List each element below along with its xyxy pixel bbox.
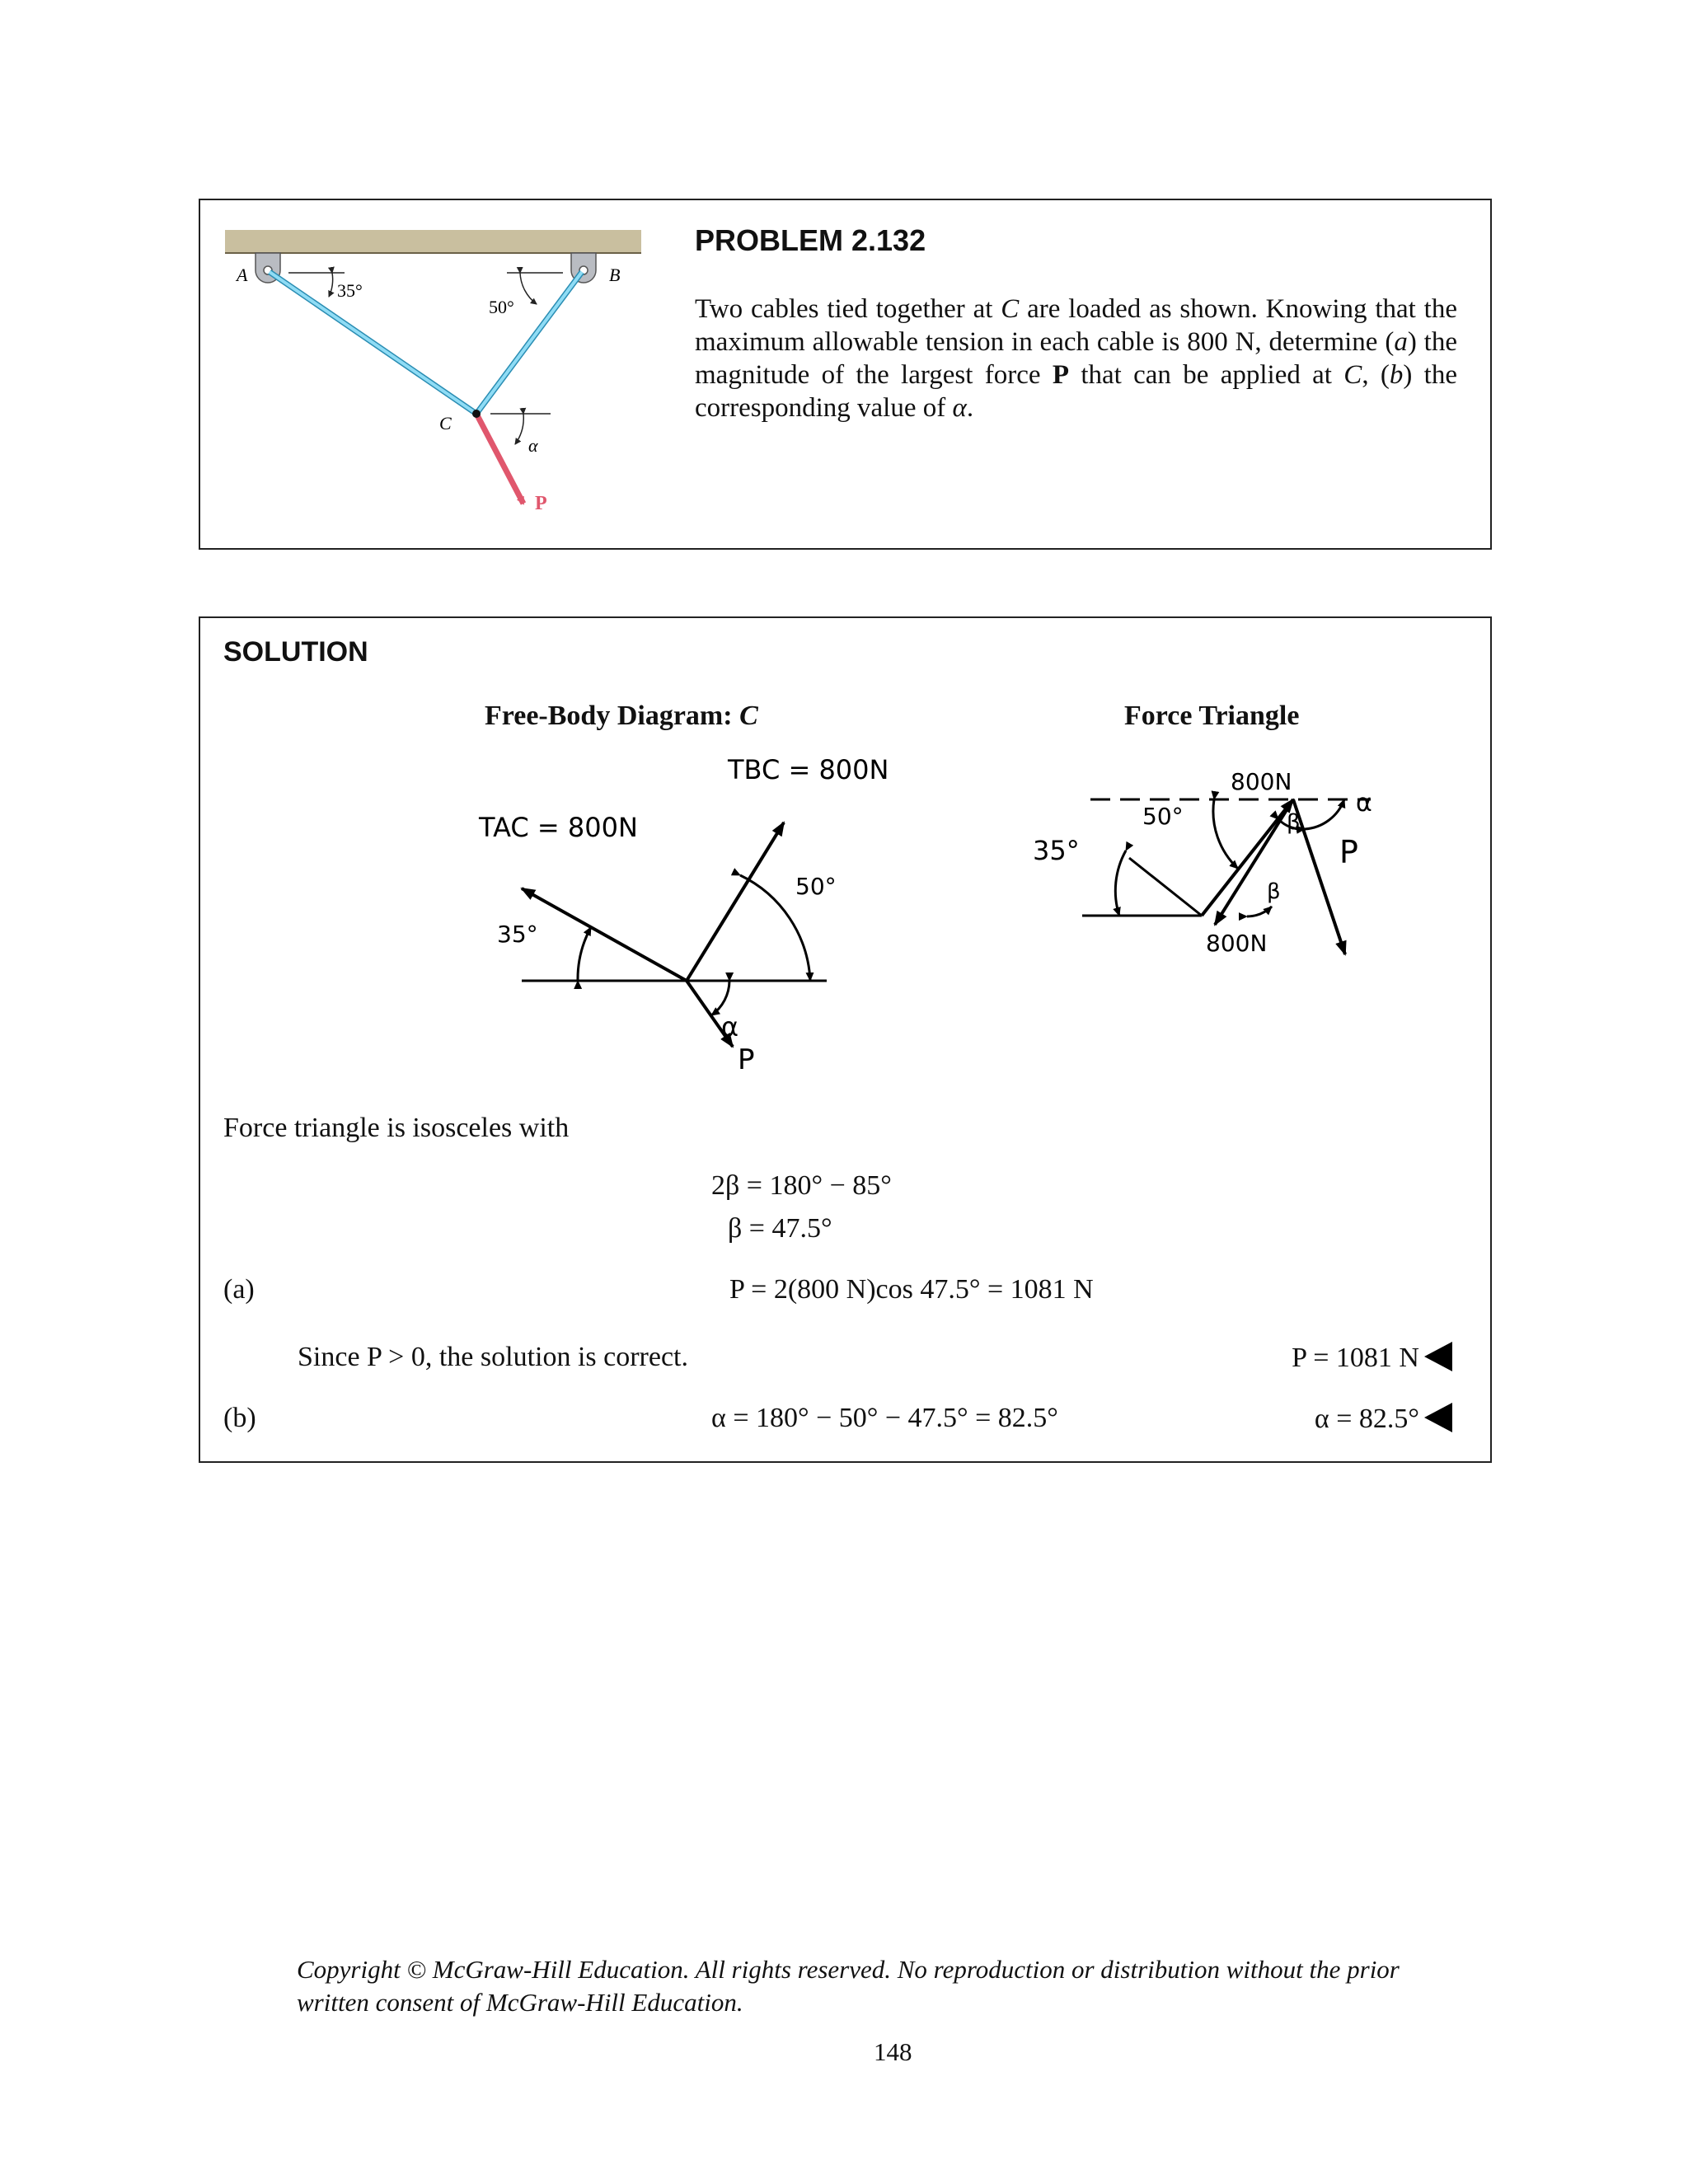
fbd-alpha: α bbox=[721, 1011, 739, 1043]
triangle-alpha: α bbox=[1356, 789, 1372, 818]
label-b: B bbox=[609, 265, 621, 285]
ceiling bbox=[225, 230, 641, 253]
equation-p: P = 2(800 N)cos 47.5° = 1081 N bbox=[729, 1274, 1094, 1305]
fbd-angle-50: 50° bbox=[795, 873, 837, 900]
triangle-angle-35: 35° bbox=[1033, 835, 1080, 866]
triangle-top-force: 800N bbox=[1231, 768, 1292, 795]
point-c bbox=[472, 410, 481, 418]
problem-figure bbox=[200, 200, 645, 530]
triangle-angle-50: 50° bbox=[1142, 803, 1184, 830]
angle-35-label: 35° bbox=[337, 280, 363, 301]
triangle-beta-bottom: β bbox=[1267, 879, 1281, 904]
answer-p: P = 1081 N bbox=[1292, 1342, 1452, 1374]
copyright-notice: Copyright © McGraw-Hill Education. All rights reserved. No reproduction or distribution without the prior written consent of McGraw-Hill Education. bbox=[297, 1955, 1400, 2017]
equation-beta-2: β = 47.5° bbox=[728, 1213, 832, 1244]
angle-50-label: 50° bbox=[489, 297, 514, 317]
triangle-beta-top: β bbox=[1287, 810, 1301, 835]
equation-alpha: α = 180° − 50° − 47.5° = 82.5° bbox=[711, 1403, 1058, 1433]
triangle-bottom-side bbox=[1215, 799, 1293, 925]
part-b-label: (b) bbox=[223, 1403, 256, 1433]
label-c: C bbox=[439, 413, 452, 434]
force-triangle-caption: Force Triangle bbox=[1124, 701, 1300, 731]
force-p-arrow bbox=[476, 414, 523, 504]
triangle-p-side bbox=[1293, 799, 1345, 954]
t-ac-label: TAC = 800N bbox=[479, 812, 638, 843]
fbd-caption: Free-Body Diagram: C bbox=[485, 701, 758, 731]
answer-alpha: α = 82.5° bbox=[1315, 1403, 1452, 1435]
force-p-label: P bbox=[535, 493, 547, 514]
answer-marker-icon bbox=[1424, 1403, 1452, 1432]
problem-statement: Two cables tied together at C are loaded as shown. Knowing that the maximum allowable tension in each cable is 800 N, determine (a) the magnitude of the largest force P that can be applied at C, (b) the corresponding value of α. bbox=[695, 294, 1457, 423]
fbd-p: P bbox=[738, 1043, 755, 1076]
t-bc-label: TBC = 800N bbox=[728, 754, 889, 785]
problem-title: PROBLEM 2.132 bbox=[695, 223, 926, 257]
answer-marker-icon bbox=[1424, 1342, 1452, 1371]
fbd-angle-35: 35° bbox=[497, 921, 538, 948]
solution-title: SOLUTION bbox=[223, 636, 368, 668]
force-triangle-diagram bbox=[1025, 750, 1486, 1014]
free-body-diagram bbox=[365, 750, 893, 1080]
triangle-p: P bbox=[1339, 834, 1358, 870]
part-a-label: (a) bbox=[223, 1274, 255, 1305]
problem-box bbox=[199, 199, 1492, 550]
isosceles-text: Force triangle is isosceles with bbox=[223, 1113, 570, 1143]
t-bc-vector bbox=[687, 823, 784, 981]
triangle-ac-side bbox=[1129, 858, 1202, 916]
page-number: 148 bbox=[874, 2037, 912, 2066]
triangle-bottom-force: 800N bbox=[1206, 930, 1268, 957]
solution-box bbox=[199, 616, 1492, 1463]
t-ac-vector bbox=[522, 888, 687, 981]
label-a: A bbox=[237, 265, 248, 285]
since-text: Since P > 0, the solution is correct. bbox=[298, 1342, 689, 1372]
alpha-label: α bbox=[528, 435, 538, 456]
equation-beta-1: 2β = 180° − 85° bbox=[711, 1170, 892, 1201]
